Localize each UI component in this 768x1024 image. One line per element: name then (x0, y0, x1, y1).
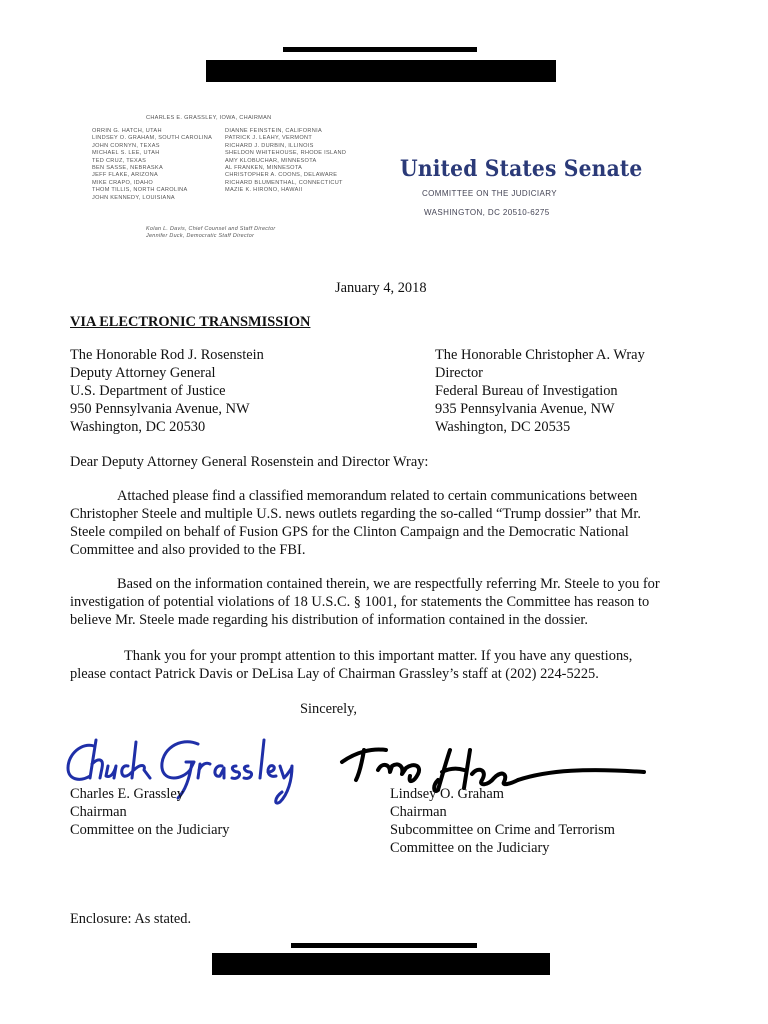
staff-line: Jennifer Duck, Democratic Staff Director (146, 233, 255, 239)
signer-grassley (70, 785, 229, 839)
member-name: AMY KLOBUCHAR, MINNESOTA (225, 157, 317, 164)
paragraph-line: Steele compiled on behalf of Fusion GPS for the Clinton Campaign and the Democratic National (70, 524, 629, 540)
member-name: JOHN KENNEDY, LOUISIANA (92, 194, 175, 201)
via-heading: VIA ELECTRONIC TRANSMISSION (70, 314, 311, 330)
redaction-bar-top-line (283, 47, 477, 52)
member-name: RICHARD BLUMENTHAL, CONNECTICUT (225, 179, 343, 186)
member-name: MAZIE K. HIRONO, HAWAII (225, 187, 303, 194)
redaction-bar-bottom-line (291, 943, 477, 948)
letter-date: January 4, 2018 (335, 280, 427, 296)
redaction-bar-bottom (212, 953, 550, 975)
paragraph-line: Attached please find a classified memorandum related to certain communications between (117, 488, 638, 504)
address-line: The Honorable Rod J. Rosenstein (70, 347, 264, 363)
member-name: MICHAEL S. LEE, UTAH (92, 150, 160, 157)
committee-address: WASHINGTON, DC 20510-6275 (424, 208, 550, 217)
staff-line: Kolan L. Davis, Chief Counsel and Staff Director (146, 226, 276, 232)
member-name: AL FRANKEN, MINNESOTA (225, 165, 303, 172)
address-line: Federal Bureau of Investigation (435, 383, 618, 399)
member-name: LINDSEY O. GRAHAM, SOUTH CAROLINA (92, 135, 213, 142)
signer-title: Chairman (390, 804, 447, 820)
salutation: Dear Deputy Attorney General Rosenstein and Director Wray: (70, 454, 429, 470)
member-name: PATRICK J. LEAHY, VERMONT (225, 135, 313, 142)
address-line: Washington, DC 20530 (70, 419, 206, 435)
member-name: DIANNE FEINSTEIN, CALIFORNIA (225, 128, 322, 134)
letterhead-staff (146, 226, 275, 240)
member-name: BEN SASSE, NEBRASKA (92, 165, 163, 172)
paragraph-line: Thank you for your prompt attention to this important matter. If you have any questions, (124, 648, 633, 664)
paragraph-2 (70, 575, 690, 629)
letterhead-members-right (225, 128, 346, 195)
member-name: TED CRUZ, TEXAS (92, 157, 147, 164)
signer-graham (390, 785, 615, 857)
closing: Sincerely, (300, 701, 358, 717)
member-name: CHRISTOPHER A. COONS, DELAWARE (225, 172, 338, 179)
signer-name: Charles E. Grassley (70, 786, 184, 802)
member-name: JOHN CORNYN, TEXAS (92, 142, 160, 149)
committee-name: COMMITTEE ON THE JUDICIARY (422, 189, 558, 198)
address-line: Deputy Attorney General (70, 365, 216, 381)
paragraph-line: Based on the information contained therein, we are respectfully referring Mr. Steele to you for (117, 576, 660, 592)
member-name: THOM TILLIS, NORTH CAROLINA (92, 187, 188, 194)
signer-committee: Committee on the Judiciary (390, 840, 550, 856)
member-name: JEFF FLAKE, ARIZONA (92, 172, 158, 179)
address-line: Washington, DC 20535 (435, 419, 571, 435)
address-line: Director (435, 365, 483, 381)
letterhead-chairman: CHARLES E. GRASSLEY, IOWA, CHAIRMAN (146, 115, 272, 121)
redaction-bar-top (206, 60, 556, 82)
paragraph-line: believe Mr. Steele made regarding his distribution of information contained in the dossier. (70, 612, 588, 628)
signer-subcommittee: Subcommittee on Crime and Terrorism (390, 822, 615, 838)
paragraph-line: investigation of potential violations of 18 U.S.C. § 1001, for statements the Committee has reason to (70, 594, 650, 610)
address-line: 935 Pennsylvania Avenue, NW (435, 401, 615, 417)
signer-title: Chairman (70, 804, 127, 820)
senate-title: United States Senate (400, 156, 643, 182)
recipient-address-1 (70, 346, 264, 436)
paragraph-line: Christopher Steele and multiple U.S. news outlets regarding the so-called “Trump dossier” that Mr. (70, 506, 641, 522)
address-line: U.S. Department of Justice (70, 383, 226, 399)
member-name: MIKE CRAPO, IDAHO (92, 179, 154, 186)
paragraph-1 (70, 487, 690, 559)
letterhead-members-left (92, 128, 212, 202)
address-line: The Honorable Christopher A. Wray (435, 347, 645, 363)
signer-name: Lindsey O. Graham (390, 786, 504, 802)
enclosure-note: Enclosure: As stated. (70, 911, 192, 927)
member-name: ORRIN G. HATCH, UTAH (92, 128, 162, 134)
recipient-address-2 (435, 346, 645, 436)
paragraph-line: Committee and also provided to the FBI. (70, 542, 306, 558)
signer-committee: Committee on the Judiciary (70, 822, 230, 838)
paragraph-3 (70, 647, 690, 683)
member-name: RICHARD J. DURBIN, ILLINOIS (225, 142, 314, 149)
paragraph-line: please contact Patrick Davis or DeLisa Lay of Chairman Grassley’s staff at (202) 224-5225. (70, 666, 599, 682)
address-line: 950 Pennsylvania Avenue, NW (70, 401, 250, 417)
member-name: SHELDON WHITEHOUSE, RHODE ISLAND (225, 150, 347, 157)
